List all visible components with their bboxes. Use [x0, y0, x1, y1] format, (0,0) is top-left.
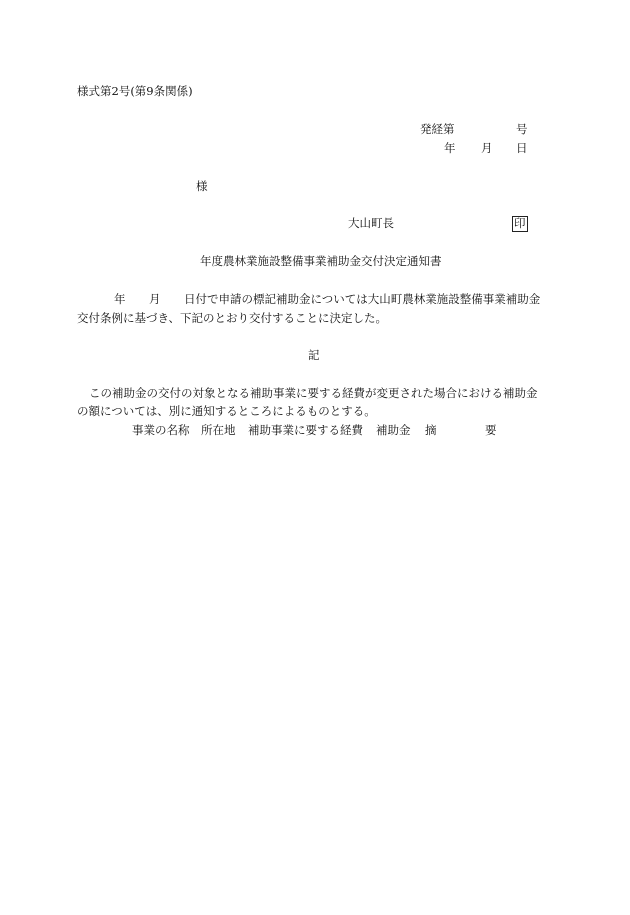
addressee-honorific: 様 [196, 179, 208, 193]
body-date-year: 年 [114, 292, 126, 306]
body-date-month: 月 [149, 292, 161, 306]
header-date-day: 日 [516, 141, 528, 155]
col-header-location: 所在地 [201, 423, 236, 437]
col-header-remarks-1: 摘 [425, 423, 437, 437]
header-date-month: 月 [481, 141, 493, 155]
form-label: 様式第2号(第9条関係) [77, 84, 193, 98]
col-header-remarks-2: 要 [485, 423, 497, 437]
doc-number-prefix: 発経第 [420, 122, 455, 136]
col-header-project-name: 事業の名称 [132, 423, 190, 437]
note-line2: の額については、別に通知するところによるものとする。 [77, 404, 376, 418]
note-line1: この補助金の交付の対象となる補助事業に要する経費が変更された場合における補助金 [89, 386, 538, 400]
issuer-name: 大山町長 [348, 216, 394, 230]
seal-label: 印 [514, 216, 526, 230]
doc-number-suffix: 号 [516, 122, 528, 136]
seal-mark [512, 216, 528, 232]
body-line1: 日付で申請の標記補助金については大山町農林業施設整備事業補助金 [184, 292, 541, 306]
ki-heading: 記 [308, 348, 320, 362]
header-date-year: 年 [444, 141, 456, 155]
document-title: 年度農林業施設整備事業補助金交付決定通知書 [200, 254, 442, 268]
body-line2: 交付条例に基づき、下記のとおり交付することに決定した。 [77, 311, 388, 325]
col-header-subsidy: 補助金 [376, 423, 411, 437]
col-header-expense: 補助事業に要する経費 [248, 423, 363, 437]
